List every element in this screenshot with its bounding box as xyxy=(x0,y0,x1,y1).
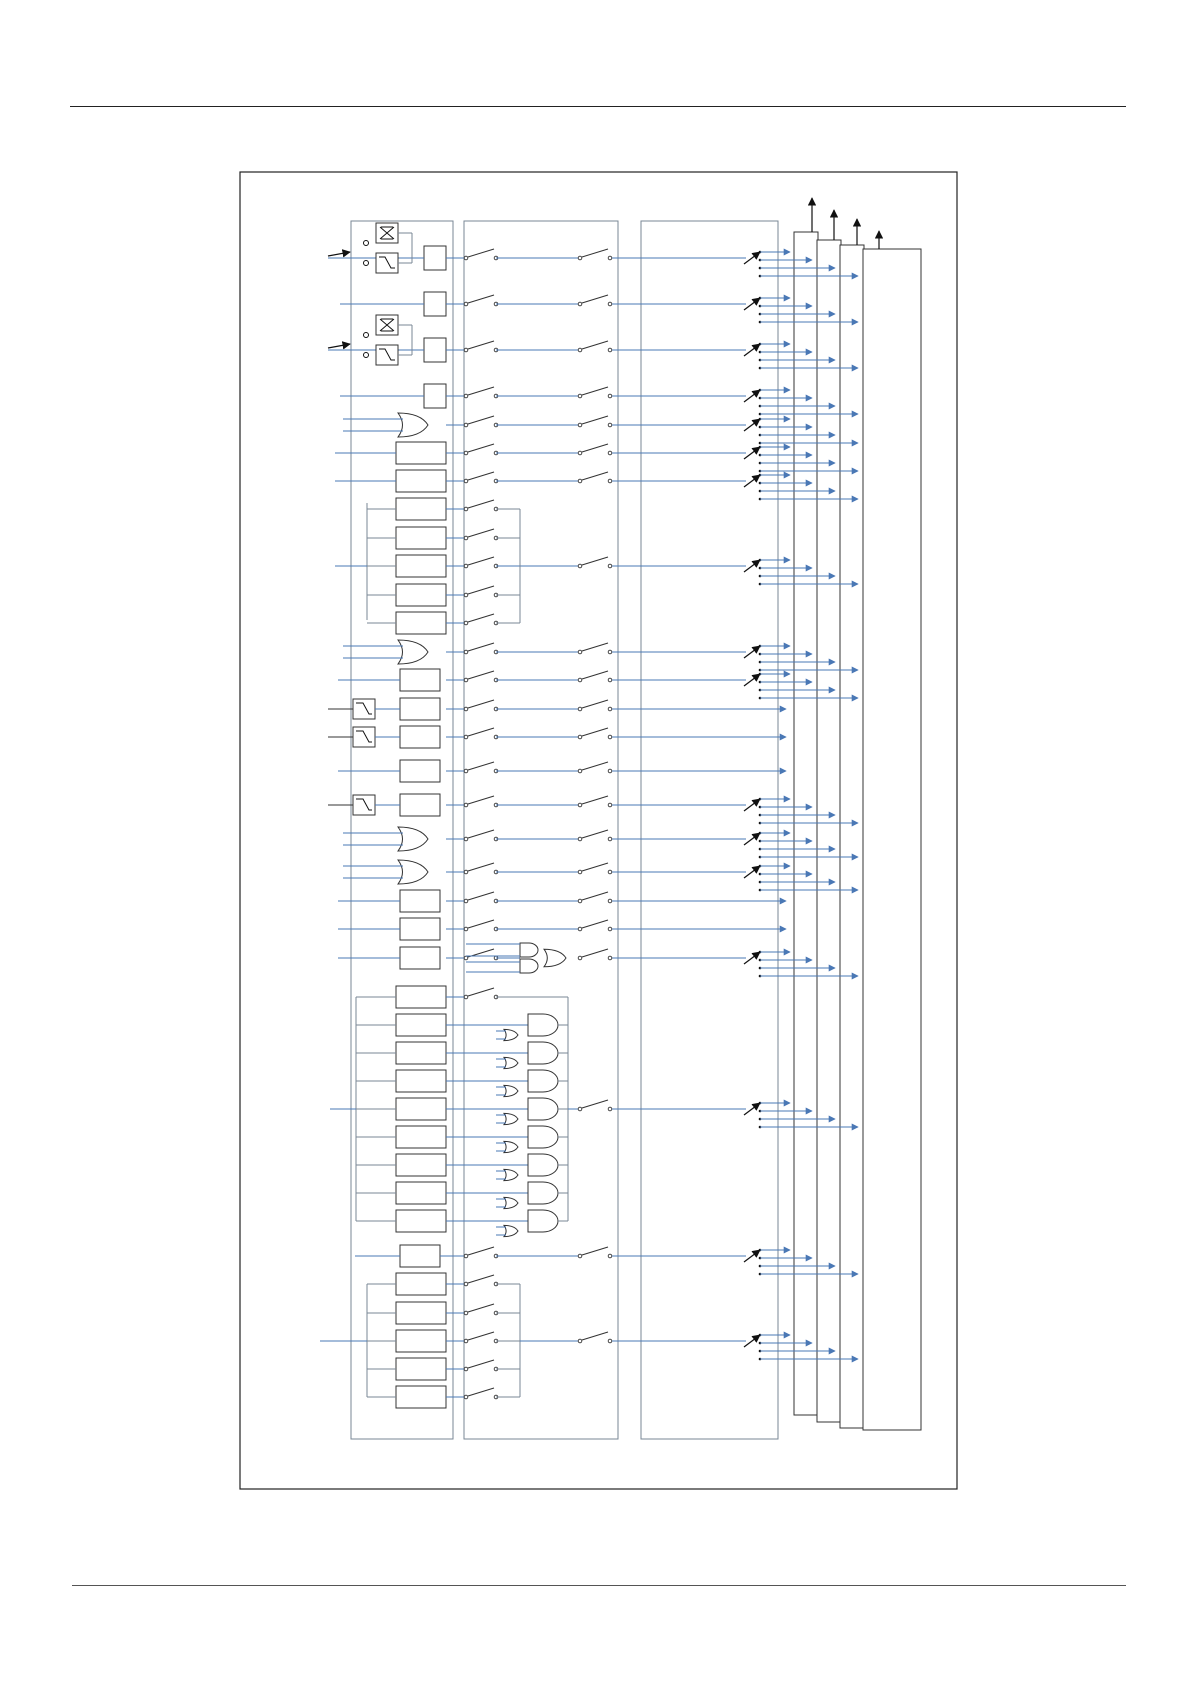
mux-block xyxy=(328,315,412,365)
switch-contact xyxy=(464,837,468,841)
and-gate xyxy=(528,1126,558,1148)
switch-blade xyxy=(468,796,494,804)
signal-block xyxy=(424,246,446,270)
switch-contact xyxy=(578,837,582,841)
switch-blade xyxy=(582,762,608,770)
switch-contact xyxy=(464,394,468,398)
signal-row xyxy=(338,918,786,940)
and-gate xyxy=(528,1014,558,1036)
switch-contact xyxy=(578,451,582,455)
switch-blade xyxy=(582,830,608,838)
signal-row xyxy=(396,555,858,585)
switch-contact xyxy=(464,507,468,511)
switch-contact xyxy=(608,927,612,931)
switch-contact xyxy=(608,678,612,682)
signal-row xyxy=(338,669,858,699)
signal-block xyxy=(396,1126,446,1148)
selector-arm xyxy=(744,833,760,845)
switch-contact xyxy=(578,564,582,568)
switch-blade xyxy=(582,671,608,679)
mux-block xyxy=(328,223,412,273)
switch-contact xyxy=(464,1254,468,1258)
switch-contact xyxy=(608,423,612,427)
signal-block xyxy=(396,1302,446,1324)
switch-contact xyxy=(464,1367,468,1371)
signal-block xyxy=(396,1098,446,1120)
switch-contact xyxy=(464,1311,468,1315)
switch-blade xyxy=(468,671,494,679)
switch-contact xyxy=(608,1107,612,1111)
switch-contact xyxy=(608,707,612,711)
switch-contact xyxy=(608,803,612,807)
switch-contact xyxy=(578,423,582,427)
signal-block xyxy=(400,726,440,748)
signal-row xyxy=(343,413,858,444)
signal-block xyxy=(396,527,446,549)
filter-block xyxy=(353,699,375,719)
signal-row xyxy=(328,726,786,748)
selector-arm xyxy=(328,252,350,256)
selector-contact xyxy=(364,353,369,358)
switch-blade xyxy=(582,416,608,424)
switch-contact xyxy=(578,348,582,352)
switch-blade xyxy=(468,416,494,424)
switch-blade xyxy=(582,728,608,736)
switch-blade xyxy=(468,387,494,395)
signal-row xyxy=(343,827,858,858)
switch-contact xyxy=(578,256,582,260)
switch-contact xyxy=(464,256,468,260)
switch-contact xyxy=(608,837,612,841)
signal-block xyxy=(400,918,440,940)
switch-contact xyxy=(464,348,468,352)
switch-contact xyxy=(578,394,582,398)
signal-block xyxy=(396,1070,446,1092)
switch-contact xyxy=(578,479,582,483)
signal-block xyxy=(400,698,440,720)
selector-arm xyxy=(744,560,760,572)
switch-contact xyxy=(464,995,468,999)
switch-contact xyxy=(578,956,582,960)
switch-blade xyxy=(468,988,494,996)
switch-contact xyxy=(464,564,468,568)
signal-block xyxy=(396,986,446,1008)
signal-row xyxy=(328,698,786,720)
switch-contact xyxy=(608,899,612,903)
selector-arm xyxy=(744,344,760,356)
switch-blade xyxy=(468,472,494,480)
switch-contact xyxy=(608,870,612,874)
signal-block xyxy=(396,612,446,634)
switch-blade xyxy=(582,472,608,480)
signal-block xyxy=(396,1014,446,1036)
switch-blade xyxy=(468,700,494,708)
switch-blade xyxy=(468,762,494,770)
and-gate xyxy=(520,943,538,957)
switch-contact xyxy=(608,1339,612,1343)
selector-arm xyxy=(744,952,760,964)
signal-row xyxy=(343,640,858,671)
switch-blade xyxy=(582,387,608,395)
switch-contact xyxy=(464,803,468,807)
switch-blade xyxy=(582,295,608,303)
switch-blade xyxy=(582,920,608,928)
switch-blade xyxy=(582,863,608,871)
switch-blade xyxy=(468,728,494,736)
switch-blade xyxy=(468,892,494,900)
signal-row xyxy=(396,612,498,634)
switch-blade xyxy=(468,1388,494,1396)
switch-blade xyxy=(468,500,494,508)
switch-contact xyxy=(464,479,468,483)
switch-blade xyxy=(468,444,494,452)
switch-blade xyxy=(582,444,608,452)
output-bus-2 xyxy=(817,240,841,1422)
signal-row xyxy=(338,760,786,782)
switch-blade xyxy=(582,1247,608,1255)
switch-blade xyxy=(468,586,494,594)
switch-blade xyxy=(582,643,608,651)
switch-contact xyxy=(464,707,468,711)
or-gate xyxy=(504,1029,518,1040)
switch-blade xyxy=(468,1332,494,1340)
switch-contact xyxy=(608,769,612,773)
selector-arm xyxy=(744,1103,760,1115)
switch-contact xyxy=(608,302,612,306)
selector-arm xyxy=(744,252,760,264)
switch-blade xyxy=(582,700,608,708)
signal-row xyxy=(355,1245,858,1275)
switch-contact xyxy=(578,899,582,903)
selector-contact xyxy=(364,261,369,266)
signal-block xyxy=(400,1245,440,1267)
switch-contact xyxy=(464,769,468,773)
signal-block xyxy=(396,1386,446,1408)
switch-blade xyxy=(468,1247,494,1255)
signal-block xyxy=(400,669,440,691)
selector-contact xyxy=(364,333,369,338)
switch-contact xyxy=(464,302,468,306)
switch-contact xyxy=(578,707,582,711)
signal-block xyxy=(400,890,440,912)
switch-contact xyxy=(578,927,582,931)
switch-contact xyxy=(608,564,612,568)
switch-contact xyxy=(578,870,582,874)
switch-blade xyxy=(468,1275,494,1283)
or-gate xyxy=(504,1169,518,1180)
and-gate xyxy=(528,1042,558,1064)
switch-blade xyxy=(468,557,494,565)
signal-row xyxy=(338,890,786,912)
switch-blade xyxy=(582,1100,608,1108)
signal-block xyxy=(396,1358,446,1380)
signal-row xyxy=(343,860,858,891)
switch-contact xyxy=(464,593,468,597)
switch-contact xyxy=(464,927,468,931)
selector-arm xyxy=(744,419,760,431)
selector-arm xyxy=(744,475,760,487)
and-gate xyxy=(520,959,538,973)
switch-contact xyxy=(578,1107,582,1111)
signal-block xyxy=(396,470,446,492)
switch-blade xyxy=(582,1332,608,1340)
signal-block xyxy=(396,442,446,464)
signal-block xyxy=(424,338,446,362)
or-gate xyxy=(504,1057,518,1068)
switch-blade xyxy=(468,643,494,651)
switch-contact xyxy=(464,650,468,654)
switch-contact xyxy=(464,899,468,903)
selector-arm xyxy=(328,344,350,348)
switch-contact xyxy=(608,650,612,654)
signal-block xyxy=(396,555,446,577)
switch-blade xyxy=(468,249,494,257)
switch-contact xyxy=(464,678,468,682)
switch-blade xyxy=(582,892,608,900)
signal-row xyxy=(335,442,858,472)
filter-block xyxy=(376,253,398,273)
signal-block xyxy=(396,1210,446,1232)
signal-block xyxy=(396,1042,446,1064)
switch-blade xyxy=(468,1360,494,1368)
switch-blade xyxy=(582,557,608,565)
signal-row xyxy=(396,527,498,549)
signal-row xyxy=(338,947,858,977)
or-gate xyxy=(398,413,428,437)
and-gate xyxy=(528,1182,558,1204)
selector-arm xyxy=(744,799,760,811)
signal-row xyxy=(396,584,498,606)
switch-contact xyxy=(608,735,612,739)
or-gate xyxy=(398,640,428,664)
or-gate xyxy=(544,949,566,967)
switch-contact xyxy=(608,479,612,483)
switch-contact xyxy=(608,451,612,455)
switch-contact xyxy=(608,956,612,960)
switch-contact xyxy=(578,735,582,739)
switch-blade xyxy=(468,920,494,928)
signal-block xyxy=(424,292,446,316)
and-gate xyxy=(528,1154,558,1176)
switch-blade xyxy=(468,529,494,537)
and-array xyxy=(330,986,858,1237)
switch-contact xyxy=(464,1395,468,1399)
signal-block xyxy=(424,384,446,408)
switch-blade xyxy=(582,249,608,257)
switch-contact xyxy=(578,678,582,682)
signal-block xyxy=(396,1154,446,1176)
switch-contact xyxy=(464,621,468,625)
selector-arm xyxy=(744,390,760,402)
signal-block xyxy=(396,1330,446,1352)
switch-contact xyxy=(464,423,468,427)
switch-contact xyxy=(578,650,582,654)
and-or-network xyxy=(466,943,612,973)
filter-block xyxy=(376,345,398,365)
selector-arm xyxy=(744,298,760,310)
signal-row xyxy=(340,292,858,323)
or-gate xyxy=(504,1113,518,1124)
filter-block xyxy=(353,795,375,815)
signal-block xyxy=(396,1182,446,1204)
selector-arm xyxy=(744,646,760,658)
switch-contact xyxy=(464,451,468,455)
signal-block xyxy=(400,947,440,969)
switch-contact xyxy=(608,348,612,352)
switch-contact xyxy=(464,1339,468,1343)
or-gate xyxy=(504,1141,518,1152)
signal-block xyxy=(400,760,440,782)
output-bus-4 xyxy=(863,249,921,1430)
or-gate xyxy=(504,1085,518,1096)
switch-contact xyxy=(578,1254,582,1258)
signal-block xyxy=(396,498,446,520)
or-gate xyxy=(504,1197,518,1208)
or-gate xyxy=(398,860,428,884)
and-gate xyxy=(528,1210,558,1232)
signal-row xyxy=(335,470,858,500)
switch-contact xyxy=(464,956,468,960)
footer-rule xyxy=(72,1585,1126,1586)
switch-contact xyxy=(608,256,612,260)
switch-contact xyxy=(608,1254,612,1258)
switch-contact xyxy=(578,1339,582,1343)
or-gate xyxy=(398,827,428,851)
switch-contact xyxy=(464,536,468,540)
or-gate xyxy=(504,1225,518,1236)
switch-contact xyxy=(578,302,582,306)
switch-contact xyxy=(464,735,468,739)
signal-block xyxy=(396,584,446,606)
and-gate xyxy=(528,1070,558,1092)
selector-arm xyxy=(744,1335,760,1347)
switch-blade xyxy=(468,863,494,871)
switch-contact xyxy=(608,394,612,398)
signal-row xyxy=(396,498,498,520)
switch-blade xyxy=(468,1304,494,1312)
switch-blade xyxy=(468,830,494,838)
filter-block xyxy=(353,727,375,747)
switch-blade xyxy=(468,341,494,349)
selector-arm xyxy=(744,674,760,686)
switch-blade xyxy=(468,614,494,622)
selector-arm xyxy=(744,447,760,459)
selector-arm xyxy=(744,866,760,878)
switch-contact xyxy=(464,1282,468,1286)
group-bracket-b xyxy=(320,1273,858,1408)
switch-blade xyxy=(582,796,608,804)
switch-contact xyxy=(578,803,582,807)
signal-row xyxy=(340,384,858,415)
signal-block xyxy=(396,1273,446,1295)
switch-blade xyxy=(582,949,608,957)
selector-arm xyxy=(744,1250,760,1262)
selector-contact xyxy=(364,241,369,246)
switch-contact xyxy=(464,870,468,874)
switch-blade xyxy=(582,341,608,349)
output-bus-3 xyxy=(840,245,864,1428)
switch-contact xyxy=(578,769,582,773)
switch-blade xyxy=(468,295,494,303)
and-gate xyxy=(528,1098,558,1120)
signal-block xyxy=(400,794,440,816)
